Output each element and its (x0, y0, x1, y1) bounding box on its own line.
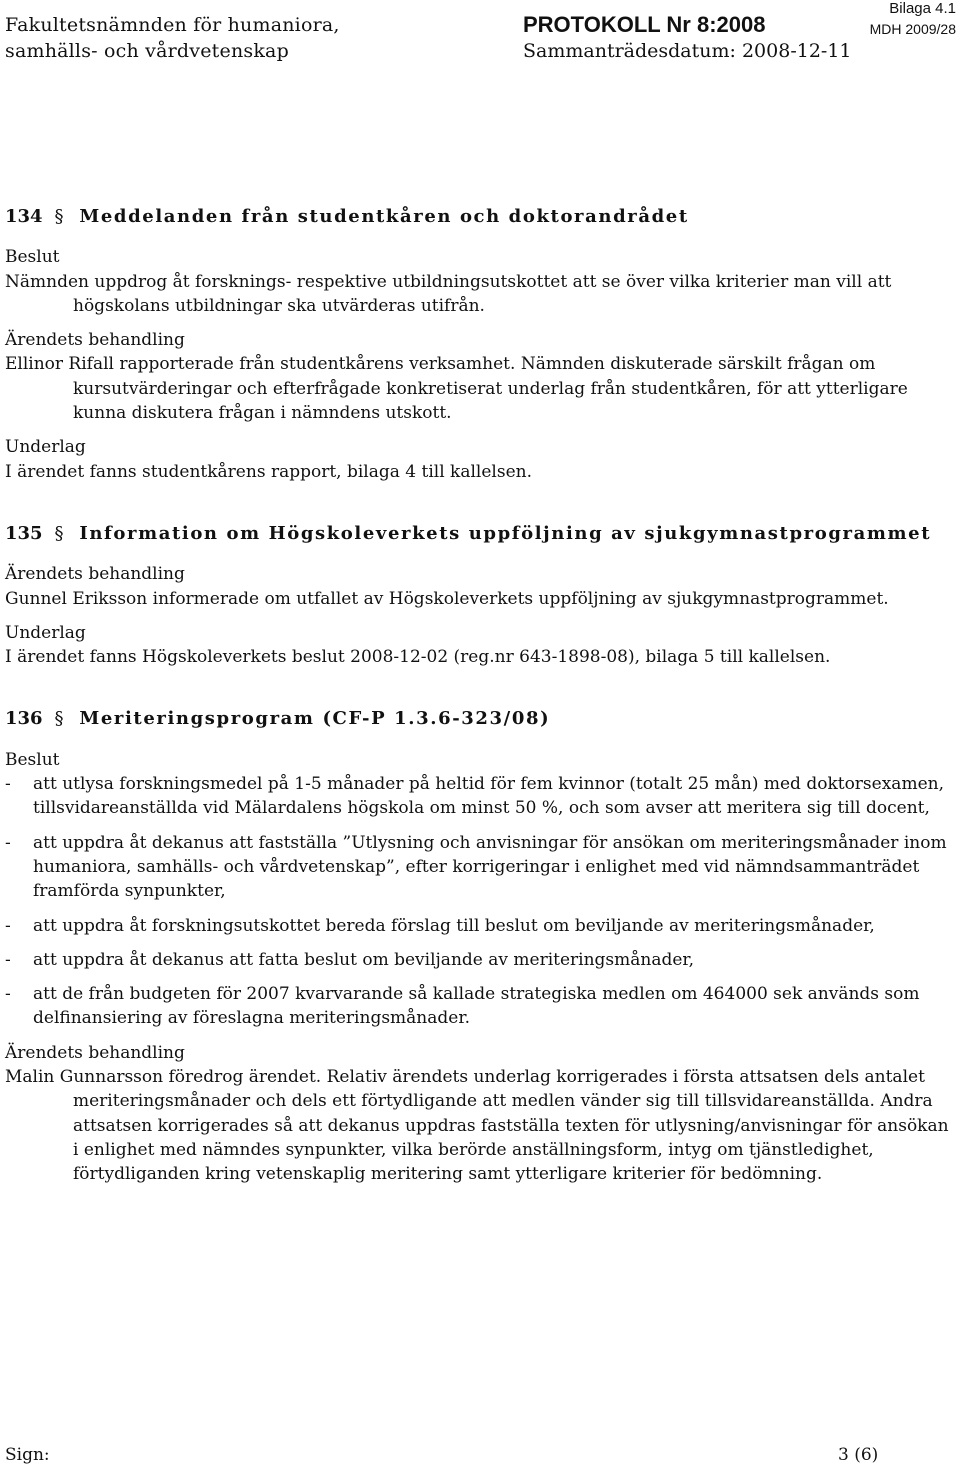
section-number: 135 (5, 522, 43, 544)
dash-bullet: - (5, 984, 11, 1005)
beslut-label: Beslut (5, 247, 60, 268)
beslut-item-text: att utlysa forskningsmedel på 1-5 månader på heltid för fem kvinnor (totalt 25 mån) med doktorsexamen, tillsvidareanställda vid Mälardalens högskola om minst 50 %, och som avser att meritera sig till docent, (33, 774, 944, 819)
section-heading: Meddelanden från studentkåren och doktorandrådet (79, 206, 689, 227)
attachment-ref (834, 0, 956, 38)
beslut-item (5, 982, 955, 1031)
dash-bullet: - (5, 832, 11, 853)
beslut-item-text: att de från budgeten för 2007 kvarvarande så kallade strategiska medlen om 464000 sek används som delfinansiering av föreslagna meriteringsmånader. (33, 984, 920, 1029)
beslut-item (5, 948, 955, 972)
section-heading: Meriteringsprogram (CF-P 1.3.6-323/08) (79, 708, 551, 730)
dash-bullet: - (5, 949, 11, 970)
page-number: 3 (6) (838, 1445, 879, 1465)
beslut-item (5, 772, 955, 821)
beslut-item (5, 831, 955, 904)
protocol-info (523, 12, 852, 64)
signature-label: Sign: (5, 1445, 50, 1465)
behandling-text: Gunnel Eriksson informerade om utfallet av Högskoleverkets uppföljning av sjukgymnastprogrammet. (5, 588, 889, 609)
beslut-label: Beslut (5, 749, 60, 770)
behandling-label: Ärendets behandling (5, 1042, 185, 1063)
document-reference: MDH 2009/28 (869, 21, 956, 37)
beslut-item-text: att uppdra åt dekanus att fatta beslut om beviljande av meriteringsmånader, (33, 949, 695, 970)
meeting-date: Sammanträdesdatum: 2008-12-11 (523, 40, 852, 62)
protocol-number: PROTOKOLL Nr 8:2008 (523, 12, 766, 37)
behandling-text: Ellinor Rifall rapporterade från studentkårens verksamhet. Nämnden diskuterade särskilt frågan om kursutvärderingar och efterfrågade konkretiserat underlag från studentkåren, för att ytterligare kunna diskutera frågan i nämndens utskott. (5, 354, 908, 424)
section-heading: Information om Högskoleverkets uppföljning av sjukgymnastprogrammet (79, 522, 932, 544)
dash-bullet: - (5, 915, 11, 936)
faculty-line-1: Fakultetsnämnden för humaniora, (5, 14, 340, 36)
minutes-body (5, 205, 955, 1187)
section-symbol: § (54, 522, 64, 544)
underlag-label: Underlag (5, 437, 86, 458)
underlag-text: I ärendet fanns studentkårens rapport, bilaga 4 till kallelsen. (5, 461, 532, 482)
behandling-label: Ärendets behandling (5, 564, 185, 585)
beslut-item-text: att uppdra åt forskningsutskottet bereda förslag till beslut om beviljande av meriteringsmånader, (33, 915, 875, 936)
bilaga-label: Bilaga 4.1 (889, 0, 956, 17)
beslut-text: Nämnden uppdrog åt forsknings- respektive utbildningsutskottet att se över vilka kriterier man vill att högskolans utbildningar ska utvärderas utifrån. (5, 271, 892, 316)
faculty-name (5, 12, 340, 64)
dash-bullet: - (5, 774, 11, 795)
beslut-item (5, 914, 955, 938)
underlag-text: I ärendet fanns Högskoleverkets beslut 2008-12-02 (reg.nr 643-1898-08), bilaga 5 till kallelsen. (5, 647, 831, 668)
beslut-item-text: att uppdra åt dekanus att fastställa ”Utlysning och anvisningar för ansökan om meriteringsmånader inom humaniora, samhälls- och vårdvetenskap”, efter korrigeringar i enlighet med vid nämndsammanträdet framförda synpunkter, (33, 832, 947, 902)
section-135-title (5, 522, 955, 546)
behandling-label: Ärendets behandling (5, 330, 185, 351)
section-symbol: § (54, 206, 64, 227)
section-symbol: § (54, 708, 64, 730)
faculty-line-2: samhälls- och vårdvetenskap (5, 40, 289, 62)
section-136-title (5, 707, 955, 731)
section-number: 134 (5, 206, 43, 227)
behandling-text: Malin Gunnarsson föredrog ärendet. Relativ ärendets underlag korrigerades i första attsatsen dels antalet meriteringsmånader och dels ett förtydligande att medlen vänder sig till tillsvidareanställda. Andra attsatsen korrigerades så att dekanus uppdras fastställa texten för utlysning/anvisningar för ansökan i enlighet med nämndes synpunkter, vilka berörde anställningsform, intyg om tjänstledighet, förtydliganden kring vetenskaplig meritering samt ytterligare kriterier för bedömning. (5, 1067, 949, 1185)
section-134-title (5, 205, 955, 229)
underlag-label: Underlag (5, 622, 86, 643)
section-number: 136 (5, 708, 43, 730)
